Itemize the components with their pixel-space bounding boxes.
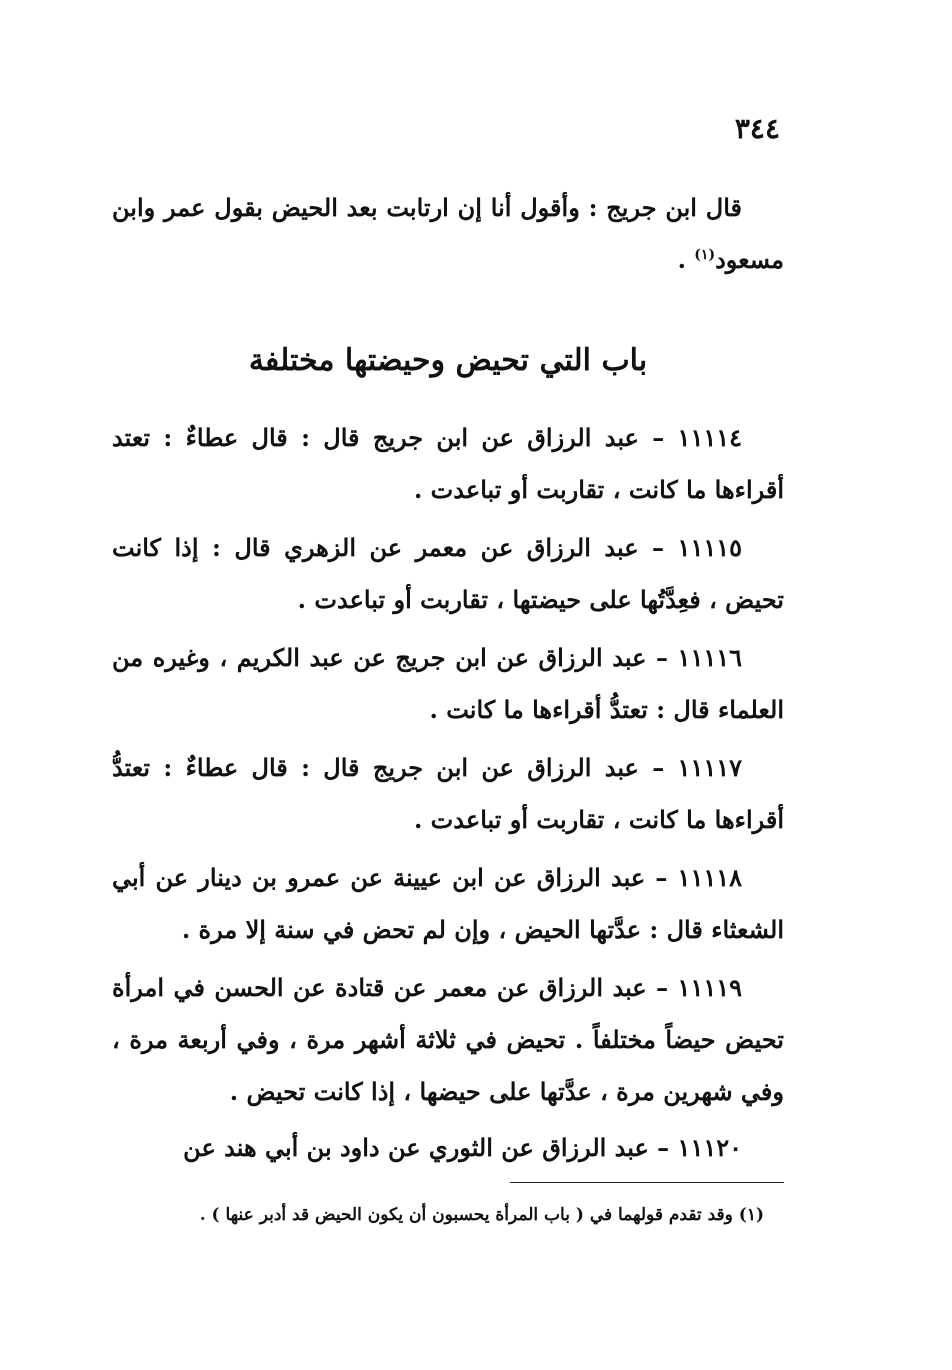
hadith-entry-text: ١١١١٥ – عبد الرزاق عن معمر عن الزهري قال : إذا كانت تحيض ، فعِدَّتُها على حيضتها ، تقاربت أو تباعدت . <box>112 533 784 614</box>
hadith-entry-11119 <box>112 962 784 1118</box>
intro-end: . <box>677 245 695 274</box>
footnote-divider <box>510 1182 784 1183</box>
hadith-entry-text: ١١١١٨ – عبد الرزاق عن ابن عيينة عن عمرو بن دينار عن أبي الشعثاء قال : عدَّتها الحيض ، وإن لم تحض في سنة إلا مرة . <box>112 863 784 944</box>
intro-paragraph <box>112 182 784 286</box>
page-number: ٣٤٤ <box>734 112 780 145</box>
hadith-entry-text: ١١١١٤ – عبد الرزاق عن ابن جريج قال : قال عطاءٌ : تعتد أقراءها ما كانت ، تقاربت أو تباعدت . <box>112 423 784 504</box>
hadith-entry-11116 <box>112 632 784 736</box>
hadith-entry-11117 <box>112 742 784 846</box>
hadith-entry-11118 <box>112 852 784 956</box>
hadith-entry-11120 <box>112 1122 784 1174</box>
hadith-entry-text: ١١١١٦ – عبد الرزاق عن ابن جريج عن عبد الكريم ، وغيره من العلماء قال : تعتدُّ أقراءها ما كانت . <box>112 643 784 724</box>
intro-text: قال ابن جريج : وأقول أنا إن ارتابت بعد الحيض بقول عمر وابن مسعود <box>112 193 784 274</box>
hadith-entry-11115 <box>112 522 784 626</box>
footnote: (١) وقد تقدم قولهما في ( باب المرأة يحسبون أن يكون الحيض قد أدبر عنها ) . <box>199 1205 764 1225</box>
footnote-reference: (١) <box>694 247 716 263</box>
hadith-entry-text: ١١١٢٠ – عبد الرزاق عن الثوري عن داود بن أبي هند عن <box>183 1133 742 1162</box>
hadith-entry-text: ١١١١٩ – عبد الرزاق عن معمر عن قتادة عن الحسن في امرأة تحيض حيضاً مختلفاً . تحيض في ثلاثة أشهر مرة ، وفي أربعة مرة ، وفي شهرين مرة ، عدَّتها على حيضها ، إذا كانت تحيض . <box>112 973 784 1106</box>
hadith-entry-text: ١١١١٧ – عبد الرزاق عن ابن جريج قال : قال عطاءٌ : تعتدُّ أقراءها ما كانت ، تقاربت أو تباعدت . <box>112 753 784 834</box>
section-title: باب التي تحيض وحيضتها مختلفة <box>248 343 648 378</box>
hadith-entry-11114 <box>112 412 784 516</box>
